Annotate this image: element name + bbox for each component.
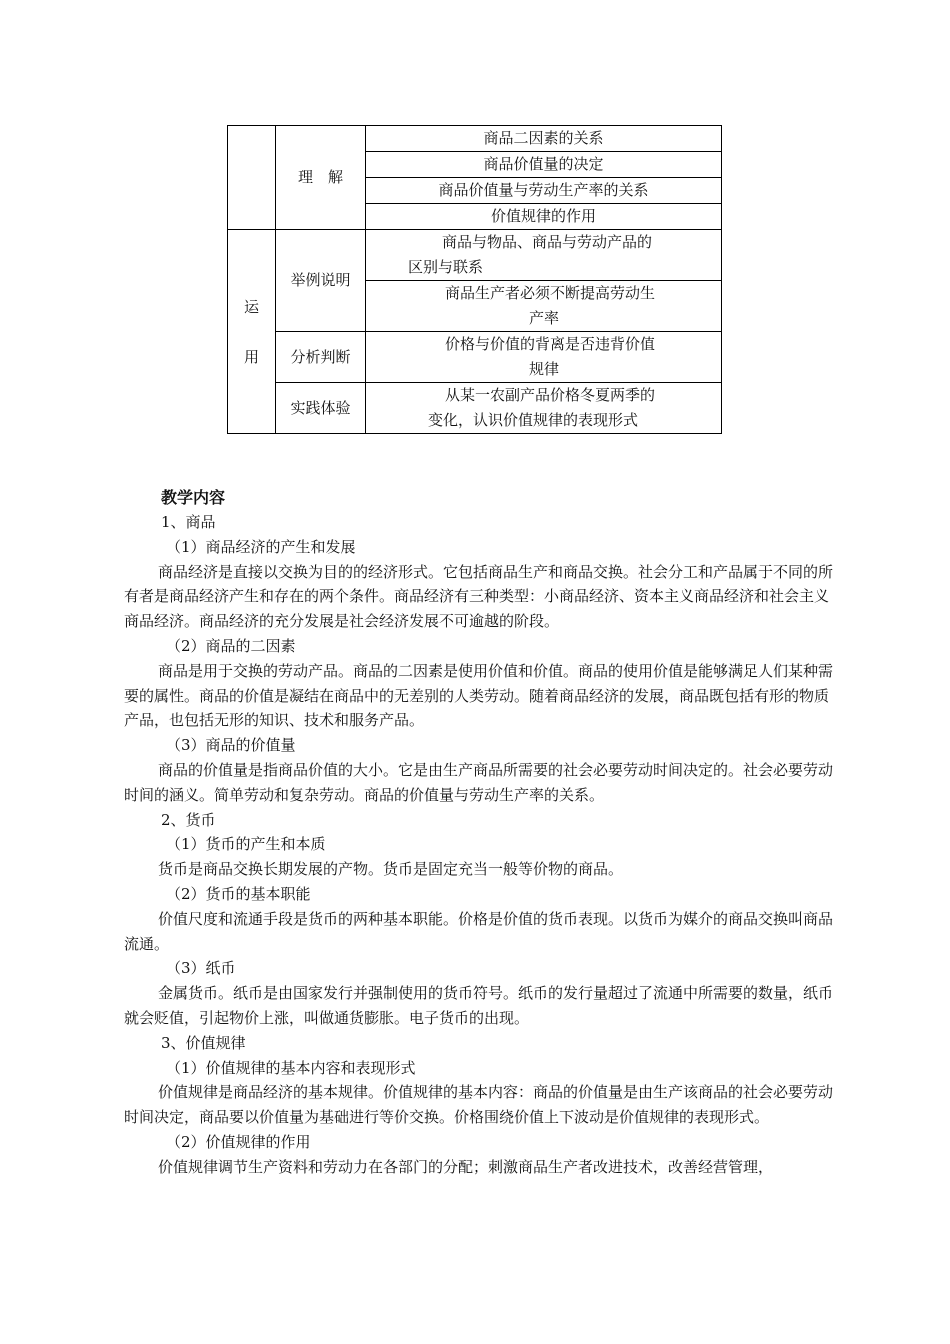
section-title-3: 3、价值规律	[161, 1033, 246, 1052]
row-text-line2: 区别与联系	[408, 258, 484, 276]
paragraph: 价值规律调节生产资料和劳动力在各部门的分配；刺激商品生产者改进技术，改善经营管理，	[158, 1157, 774, 1176]
subsection-title: （3）商品的价值量	[166, 736, 296, 755]
subsection-title: （3）纸币	[166, 959, 236, 978]
table-cell	[366, 332, 722, 383]
group2-sub2-label: 分析判断	[290, 347, 351, 366]
paragraph: 商品是用于交换的劳动产品。商品的二因素是使用价值和价值。商品的使用价值是能够满足人们某种需要的属性。商品的价值是凝结在商品中的无差别的人类劳动。随着商品经济的发展，商品既包括有形的物质产品，也包括无形的知识、技术和服务产品。	[124, 661, 834, 730]
table-cell	[366, 178, 722, 204]
group2-sub1-cell	[276, 230, 366, 332]
table-cell	[366, 281, 722, 332]
subsection-title: （1）商品经济的产生和发展	[166, 537, 356, 556]
teaching-content	[124, 486, 838, 1180]
subsection-title: （1）货币的产生和本质	[166, 835, 326, 854]
paragraph: 价值规律是商品经济的基本规律。价值规律的基本内容：商品的价值量是由生产该商品的社会必要劳动时间决定，商品要以价值量为基础进行等价交换。价格围绕价值上下波动是价值规律的表现形式。	[124, 1083, 834, 1127]
group2-sub3-label: 实践体验	[290, 398, 351, 417]
section-title-2: 2、货币	[161, 810, 216, 829]
group1-sub-label: 理 解	[297, 168, 343, 186]
group2-sub2-cell	[276, 332, 366, 383]
objectives-table	[227, 125, 722, 434]
paragraph: 金属货币。纸币是由国家发行并强制使用的货币符号。纸币的发行量超过了流通中所需要的数量，纸币就会贬值，引起物价上涨，叫做通货膨胀。电子货币的出现。	[124, 984, 834, 1027]
row-text-line2: 规律	[529, 360, 560, 378]
table-cell	[366, 204, 722, 230]
group2-label-bottom: 用	[243, 347, 259, 366]
subsection-title: （2）价值规律的作用	[166, 1132, 311, 1151]
table-cell	[366, 152, 722, 178]
group2-label-top: 运	[243, 297, 259, 316]
paragraph: 货币是商品交换长期发展的产物。货币是固定充当一般等价物的商品。	[158, 860, 624, 879]
row-text: 商品二因素的关系	[483, 129, 604, 147]
subsection-title: （1）价值规律的基本内容和表现形式	[166, 1058, 416, 1077]
section-title-1: 1、商品	[161, 513, 216, 531]
row-text-line1: 商品生产者必须不断提高劳动生	[445, 284, 656, 302]
group2-sub1-label: 举例说明	[290, 271, 351, 289]
row-text-line1: 从某一农副产品价格冬夏两季的	[445, 386, 656, 404]
row-text-line2: 变化，认识价值规律的表现形式	[428, 411, 639, 429]
row-text: 价值规律的作用	[490, 207, 596, 225]
paragraph: 商品的价值量是指商品价值的大小。它是由生产商品所需要的社会必要劳动时间决定的。社会必要劳动时间的涵义。简单劳动和复杂劳动。商品的价值量与劳动生产率的关系。	[124, 760, 834, 804]
row-text-line1: 商品与物品、商品与劳动产品的	[442, 233, 653, 251]
group1-sub-cell	[276, 126, 366, 230]
row-text-line1: 价格与价值的背离是否违背价值	[445, 335, 656, 353]
subsection-title: （2）商品的二因素	[166, 636, 296, 655]
row-text-line2: 产率	[529, 309, 560, 327]
table-cell	[366, 230, 722, 281]
section-heading: 教学内容	[161, 488, 226, 507]
row-text: 商品价值量与劳动生产率的关系	[438, 181, 649, 199]
group2-label-cell	[228, 230, 276, 434]
table-cell	[366, 126, 722, 152]
subsection-title: （2）货币的基本职能	[166, 884, 311, 903]
group2-sub3-cell	[276, 383, 366, 434]
paragraph: 商品经济是直接以交换为目的的经济形式。它包括商品生产和商品交换。社会分工和产品属于不同的所有者是商品经济产生和存在的两个条件。商品经济有三种类型：小商品经济、资本主义商品经济和社会主义商品经济。商品经济的充分发展是社会经济发展不可逾越的阶段。	[124, 562, 834, 631]
group1-label-cell	[228, 126, 276, 230]
row-text: 商品价值量的决定	[483, 155, 604, 173]
paragraph: 价值尺度和流通手段是货币的两种基本职能。价格是价值的货币表现。以货币为媒介的商品交换叫商品流通。	[124, 909, 834, 953]
table-cell	[366, 383, 722, 434]
